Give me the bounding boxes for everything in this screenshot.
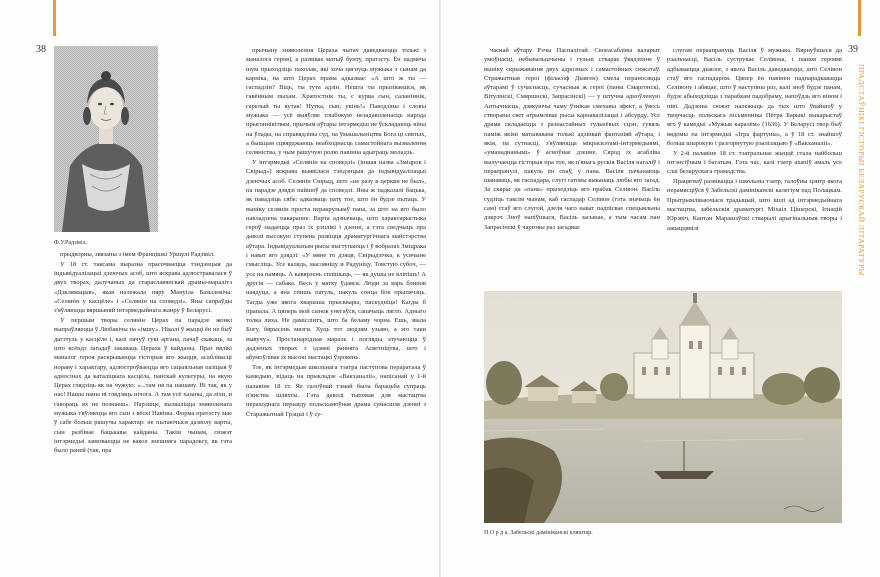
left-column-1 (54, 250, 232, 560)
paragraph: слугам пераапрануць Васіля ў мужыка. Вярнуўшыся да рэальнасці, Васіль суструкае Селівона, і пашоя героямі адбываецца дыялог, з якога Васіль даведваецца, што Селівон стаў яго гаспадаром. Цяпер ён павінен падпарадкавацца Селівону і абяцае, што ў наступны раз, калі зноў будзе панам, будзе абыходзіцца з парабкам падобраму, напоўдзь яго віном і пiвi. Дадзены сюжэт належыць да тых што ўвайшоў у творчасць польскага пісьменніка Пётра Барыкі выкарыстаў яго ў камедыі «Мужык каралём» (1636). У Беларусі твор быў вядомы па інтэрмедыі «Ігра фартуны», а ў 18 ст. знайшоў больш шырокую і разгорнутую рэалізацыю ў «Вакханаліі». (667, 47, 842, 147)
right-column-1 (484, 46, 660, 284)
paragraph: часнай аўтару Рэчы Паспалітай. Своеасаблівы каларыт умоўнасці, небывальшчыны і гульні стварае ўвядзенне ў выніку скрыжавання двух адрозных і самастойных сюжэтаў. Стражытныя героі (філасоф Дыяген) смела пераносяцца аўтарамі ў сучаснасць, сучасныя ж героі (паны Смаргонскі, Вітулінскі, Смяршнскі, Запрасінскі) — у штучна адноўленую Антычнасць, дзякуючы чаму ўзнікае смехавы эфект, а ўвесь створаны свет атрымлівае рысы карнавалізацыі і абсурду. Усе драма складаецца з разнастайных гульнёвых сцэн, сувязь паміж якімі матывавана толькі адзінкай фантазіяй аўтара, і якія, па сутнасці, з'яўляюцца мікраскэтамі-інтэрмедыямі, «уманаднанымі» ў асноўнае дзенне. Сярод іх асабліва вылучаецца гісторыя пра тое, як п'янага рускія Васіля нагаліў і перапранулі, пакуль ён спаў, у пана. Васіля пачынаюць шанаваць, як гаспадара, слугі гатовы выканаць любы яго загад. За сквраг да «пана» прыходзіць яго прабак Селівон. Васіль судзіць таксім чынам, каб гаспадар Селівон (гэта значыць ён сам) стаў яго слугой, дзеля чаго нават падпісвае спецыяльны дэкрэт. Зноў напіўшыся, Васіль засынае, а тым часам пан Запрасінскі ў чарговы раз загадвае (484, 47, 660, 231)
paragraph: У 18 ст. таксама выразна прасочваецца тэндэнцыя да індывідуалізацыі дзеючых асоб, што яскрава адлюстравалася ў двух творах, далучаных да стараславянскай драмы-маралітэ «Дзклямацыя», якая належала пяру Мануіла Базылевіча: «Селянін у касцёле» і «Селянін на споведзі». Яны сапраўды з'яўляюцца вяршыняй інтэрмедыйнага жанру ў Беларусі. (54, 260, 232, 315)
left-page-number: 38 (36, 44, 46, 55)
running-title: ПРАДСТАЎНІКІ ГІСТОРЫІ БЕЛАРУСКАЙ ЛІТАРАТУРЫ (857, 64, 866, 276)
paragraph: Тое, як інтэрмедыя школьнага тэатра паступова пераратала ў камедыю, відаць на прыкладзе «Вакханаліі», напісанай у 1-й палавіне 18 ст. Яе галоўнай тэмай была барацьба супраць п'янства шляхты. Гэта даволі тыповая для мастацтва пераходнага перыяду польскамоўная драма сумасшэя дзенні з Старажытнай Грэцыі і ў су- (246, 364, 426, 418)
paragraph: У 2-й палавіне 18 ст. тэатральнае жыццё стала найбольш інтэнсіўным і багатым. Гэта час, калі тэатр ахапіў амаль усе слаі беларускага грамадства. (667, 149, 842, 176)
paragraph: У інтэрмедыі «Селянін на споведзі» (іншая назва «Зміцрок і Свірыд») яскрава выявілася тэндэнцыя да індывідуалізацыі дзеючых асоб. Селянін Свірыд, што «не разу в церкви не был», па парадзе дзядзі пайшоў да споведзі. Яны ж падказалі бацька, як павадзіць сябе: адказваць пату тое, што ён будзе пытаць. У выніку селянін проста перакрульваў папа, за што на яго было накладзена пакаранне. Варта адзначыць, што характарыстыка героў падаецца праз іх рэплікі і дзенні, а гэта сведчыць пра даволі высокую ступень развіцця драматургічнага майстэрства аўтара. Індывідуальным рысы выступаюць і ў вобразах Зміцрака і нават яго дзядзі: «У мяне то дзяця, Свірыдзічка, к усячыне смысліць. Усе калядь, масляніцу и Радуніцу. Товстую субоч, — усе на памяць. А кавярзень сплішыць, — як душы не вліпішь! А другія — сабака. Весь у матку ўдався. Люди за варь блинов наядуца, а яна спишь патуль, пакуль сонца бок прыпячэць. Тагды уже якога хварыша прысквары, паскудніца! Кагды б прапала. А цяперь мой сынок унегаўся, сапачыць лягло. Адныго толка лиха. Не даміслінтъ, што ба беламу чорна. Ешь, звала Богу, бярысень мязги. Хуць тот людзям узьяю, а эго таки вывучу». Простанародная мараль і погляды злучаюцца ў дадзеных творах з ідэямі ранняга Асветніцтва, што і абумоўлівае іх высокі мастацкі ўзровень. (246, 159, 426, 362)
portrait-caption: Ф.У.Радзівіл. (54, 240, 88, 246)
paragraph: Працягваў развівацца і школьны тэатр, галоўны цэнтр якога перамясціўся ў Забельскі дамініканскі калегіум пад Полацкам. Прытрымліваючыся традыцый, што ішлі ад інтэрмедыйнага мастацтва, забельскія драматургі Міхаіл Цішерскі, Ігнацій Юрэвіч, Кантан Марашэўскі стварылі арыгінальныя творы і ажыццявілі (667, 178, 842, 232)
monastery-painting (484, 291, 842, 523)
painting-caption: Н.О р д а. Забельскі дамініканскі кляштар. (484, 530, 593, 536)
right-column-2 (667, 46, 842, 284)
right-accent-bar (858, 0, 861, 36)
left-column-2 (246, 46, 426, 560)
paragraph: прычыну зняволення Цераха чытач даведваецца толькі з маналога героя), а развівае матыў бунту, пратэсту. Ён падмеча шум прыходзіць пахолак, які хоча цягнуць мужыка з сынам да карніка, на што Церах прама адказвае: «А што ж ты — гаспадзін? Віць, ты тута адзін. Нешта ты прызіваешся, як гавённым пыхам. Храпостнік ты, с курва сын, саланіннік, гарелый ты кутак! Нутка, сын, укінь!» Паводзіны і словы мужыка — усё выяўляе глыбокую незадаволенасць народа прыгоннікітвам, прычым аўтары інтэрмедыі не ўскладаюць віны на ўлады, на справядлівы суд, на ўмашальніцтва Бога ці святых, а бышцам сцвярджаюць неабходнасць самастойнага вызвалення селяніства, у чым рашучую ролю павінна адыграць моладзь. (246, 47, 426, 157)
paragraph: прыдворны, звязаны з імем Францішкі Уршулі Радзівіл. (60, 251, 215, 258)
paragraph: У першым творы селянін Церах па парадзе жонкі выпраўляецца ў Любавічы на «імшу». Нікалі ў жыцці ён не быў дагэтуль у касцёле і, калі пачуў гукі аргана, пачаў скакаць, за што ксёндз загадаў закаваць Цераха ў кайданы. Праз вялікі маналог героя раскрываецца гісторыя яго жыцця, асаблівасці нораву і характару, адлюстроўваецца яго сацыяльная пазіцыя ў адносінах да каталіцкага касцёла, панскай культуры, на якую Церах глядзіць як на чужую: «...там ня па нашаму. Ні так, як у нас! Нашы паны ні глядзяць нічога. А там усё хазаны, да ліхи, и гавораць ях не познаеш». Нарэшце, вызваліцца зняволенага мужыка з'яўляецца яго сын з вёскі Навіны. Форма пратэсту мае ў сабе больш рашучы характар: не пытаючыся дазволу варты, сын разбівае бацькавы кайданы. Такім чынам, сюжэт інтэрмедыі завязваецца не вакол знешняга парадоксу, як гэта было раней (так, пра (54, 317, 232, 455)
left-accent-bar (53, 0, 56, 36)
page-fold (439, 0, 441, 577)
right-page-number: 39 (848, 44, 858, 55)
portrait-engraving (54, 46, 158, 232)
